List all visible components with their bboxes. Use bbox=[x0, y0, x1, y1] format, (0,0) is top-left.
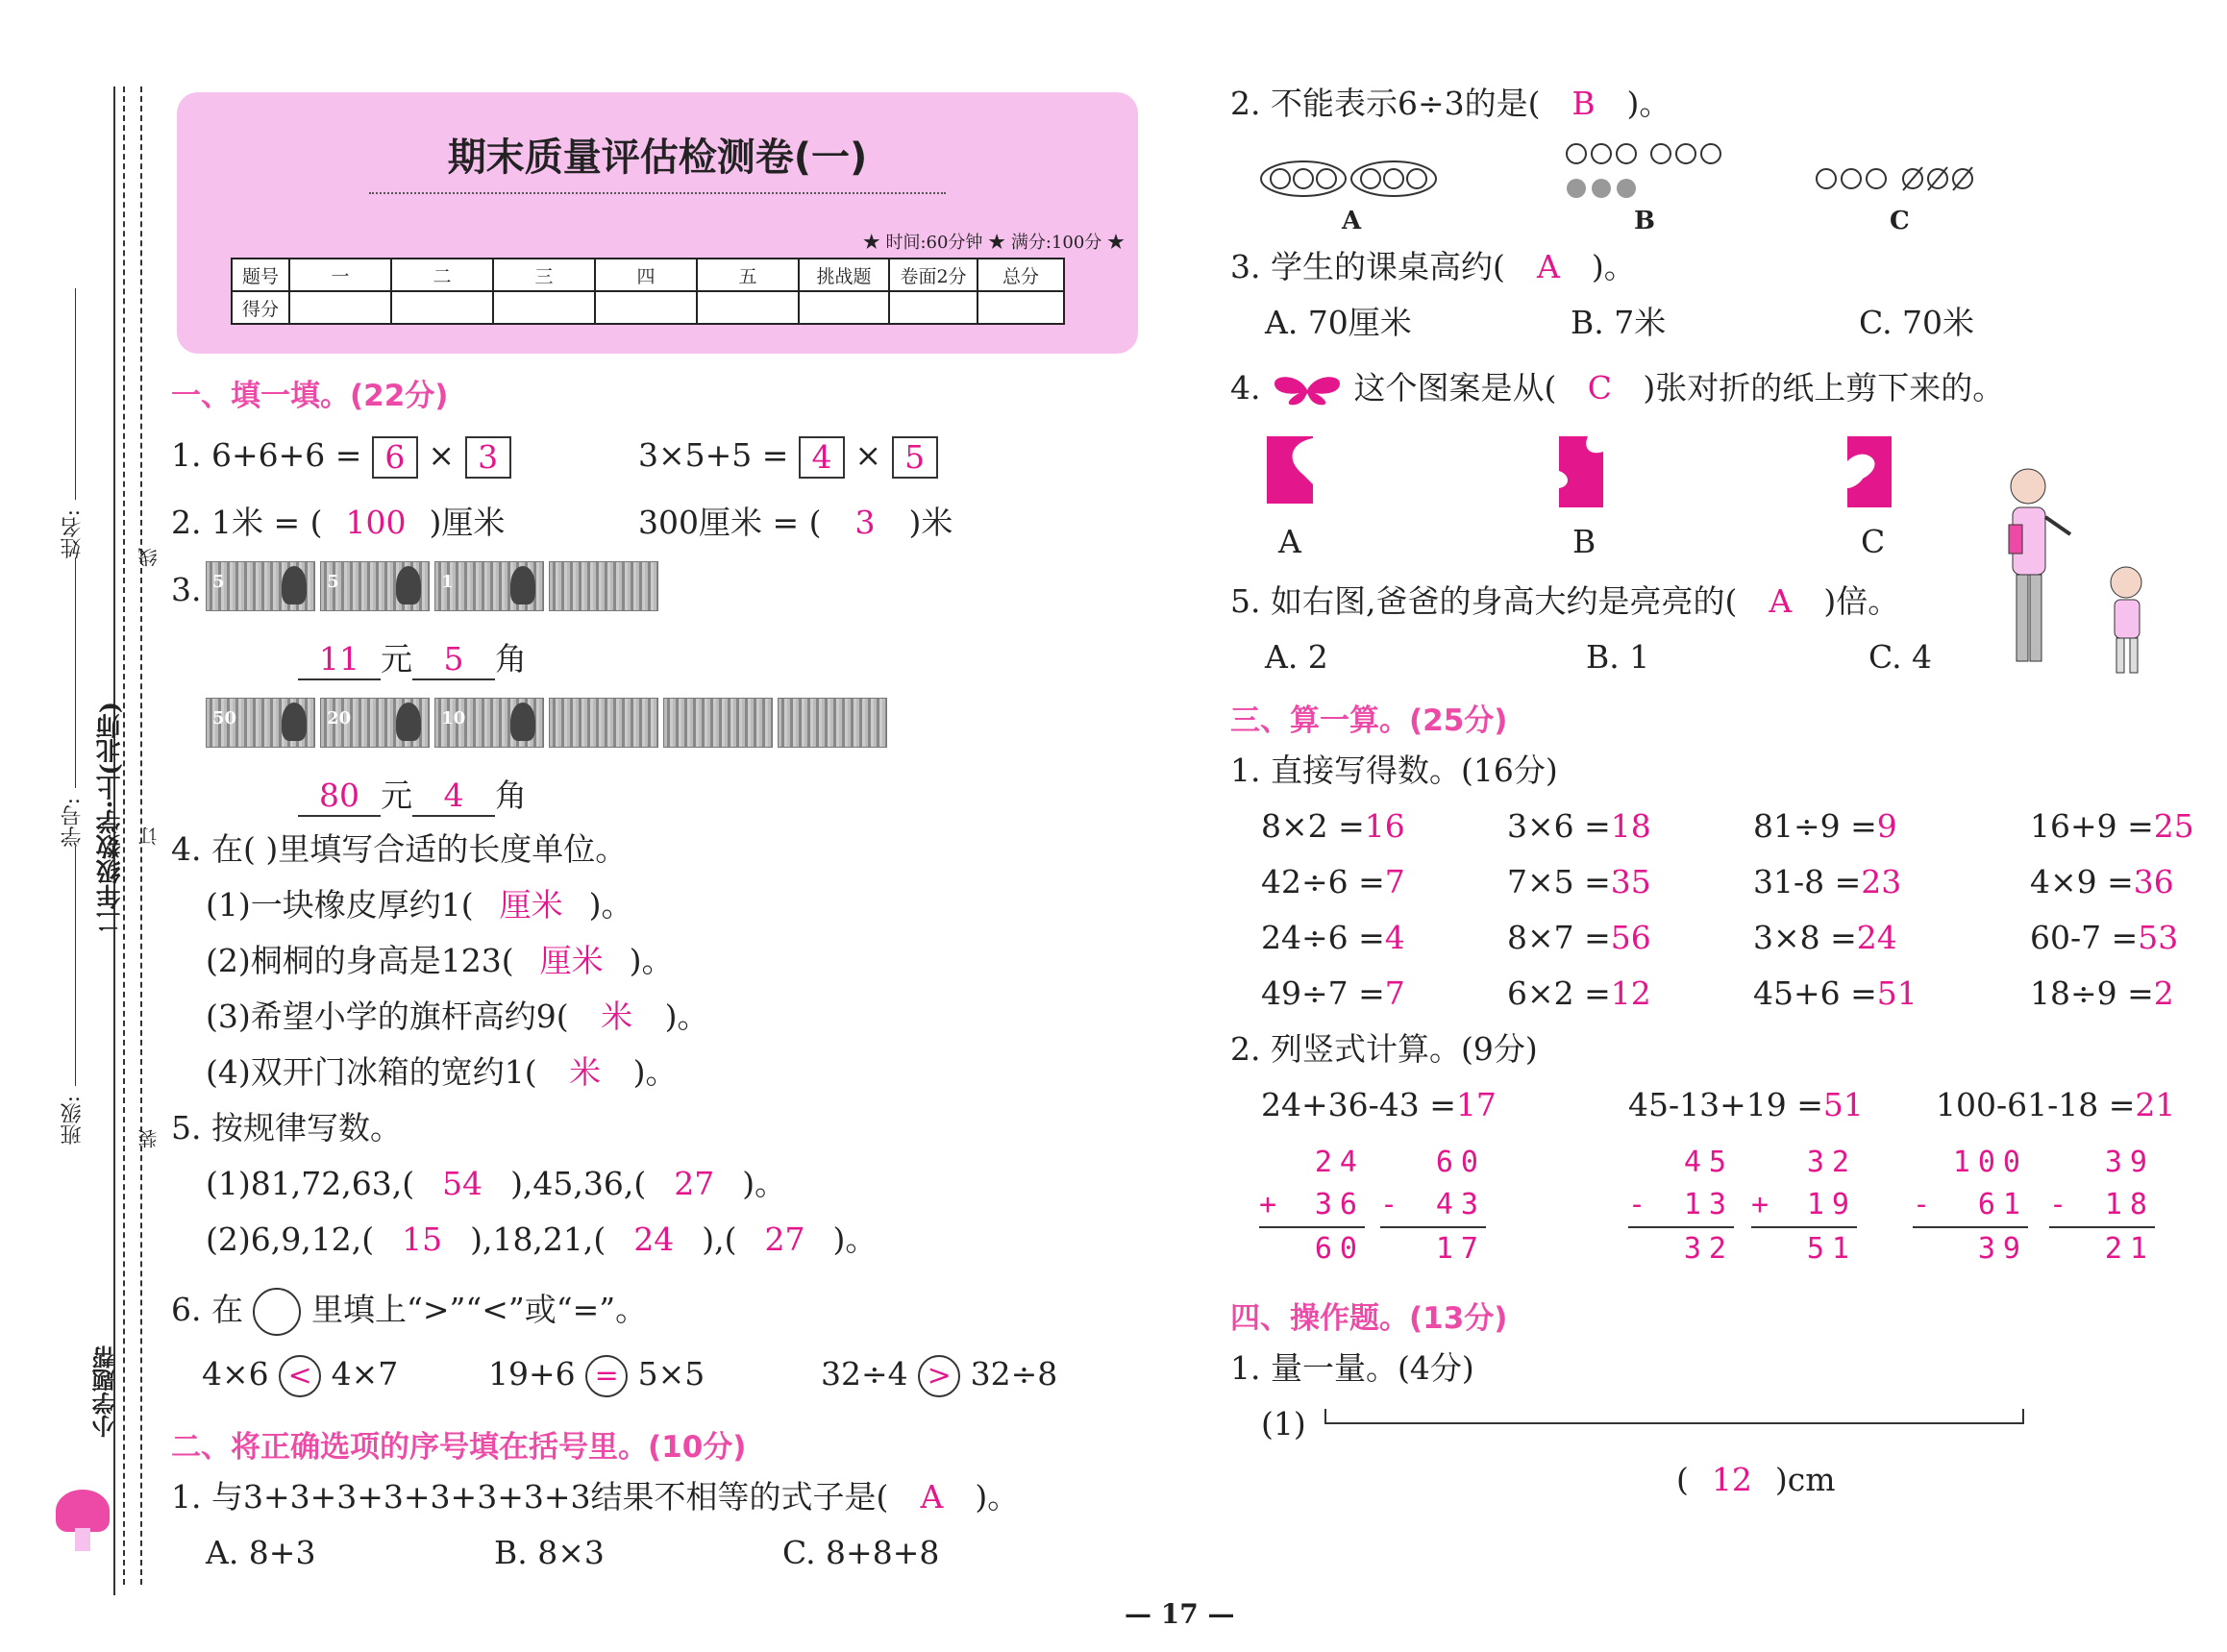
q-text: )。 bbox=[975, 1478, 1020, 1516]
circle-blank-sample bbox=[253, 1288, 301, 1336]
s2-q1-opt-b: B. 8×3 bbox=[494, 1534, 605, 1571]
times-sign: × bbox=[854, 436, 882, 474]
answer-blank[interactable]: 80 bbox=[298, 777, 381, 817]
jiao-label: 角 bbox=[495, 640, 527, 678]
s2-q2 bbox=[1230, 85, 1670, 123]
score-cell: 挑战题 bbox=[799, 259, 889, 291]
score-input-cell[interactable] bbox=[889, 291, 977, 324]
margin-label-name: 姓名: bbox=[61, 509, 85, 559]
seq-text: ),45,36,( bbox=[510, 1165, 647, 1202]
score-input-cell[interactable] bbox=[289, 291, 391, 324]
banknote bbox=[778, 698, 887, 748]
margin-label-id: 学号: bbox=[61, 798, 85, 848]
s1-q1-right bbox=[638, 436, 938, 479]
compare-circle[interactable]: > bbox=[918, 1355, 960, 1397]
s1-q2-r1: 300厘米 = ( bbox=[638, 504, 822, 541]
answer-box[interactable]: 3 bbox=[465, 436, 511, 479]
item-text: )。 bbox=[629, 942, 674, 979]
s2-q3-opt-c: C. 70米 bbox=[1859, 304, 1975, 341]
score-cell: 五 bbox=[697, 259, 799, 291]
answer-blank[interactable]: A bbox=[1536, 248, 1560, 285]
q-text: 5. 如右图,爸爸的身高大约是亮亮的( bbox=[1230, 582, 1738, 620]
oral-row bbox=[1261, 919, 2193, 974]
s1-q2-r2: )米 bbox=[908, 504, 953, 541]
answer-blank[interactable]: 厘米 bbox=[539, 942, 604, 979]
answer-blank[interactable]: 11 bbox=[298, 640, 381, 680]
vertical-calc: 60 - 43 17 bbox=[1380, 1142, 1486, 1270]
banknote: 10 bbox=[434, 698, 544, 748]
s1-q5-title: 5. 按规律写数。 bbox=[171, 1109, 402, 1147]
answer-blank[interactable]: 54 bbox=[442, 1165, 483, 1202]
answer-blank[interactable]: 100 bbox=[345, 504, 407, 541]
oral-item: 3×6 =18 bbox=[1507, 807, 1651, 845]
banknote: 50 bbox=[206, 698, 315, 748]
seq-text: (1)81,72,63,( bbox=[206, 1165, 415, 1202]
compare-circle[interactable]: < bbox=[279, 1355, 321, 1397]
score-cell: 一 bbox=[289, 259, 391, 291]
vertical-calc: 24 + 36 60 bbox=[1259, 1142, 1365, 1270]
score-table bbox=[231, 258, 1065, 325]
q6-text: 里填上“>”“<”或“=”。 bbox=[310, 1291, 648, 1328]
banknote bbox=[549, 698, 658, 748]
cut-label-b: B bbox=[1572, 523, 1596, 560]
score-cell: 总分 bbox=[977, 259, 1064, 291]
s4-q1-title: 1. 量一量。(4分) bbox=[1230, 1349, 1474, 1387]
answer-blank[interactable]: A bbox=[1769, 582, 1793, 620]
compare-left: 19+6 bbox=[488, 1355, 576, 1393]
s1-q1-right-expr: 3×5+5 = bbox=[638, 436, 789, 474]
s1-q4-item-4 bbox=[206, 1053, 678, 1092]
oral-item: 81÷9 =9 bbox=[1753, 807, 1897, 845]
answer-blank[interactable]: 4 bbox=[412, 777, 495, 817]
cut-label-a: A bbox=[1278, 523, 1301, 560]
answer-blank[interactable]: 厘米 bbox=[499, 886, 563, 924]
banknote: 20 bbox=[320, 698, 430, 748]
money-row-1 bbox=[206, 561, 658, 611]
score-cell: 四 bbox=[595, 259, 697, 291]
oral-item: 60-7 =53 bbox=[2030, 919, 2179, 956]
compare-right: 4×7 bbox=[331, 1355, 399, 1393]
measure-line bbox=[1324, 1409, 2024, 1424]
vertical-expr-2: 45-13+19 =51 bbox=[1628, 1086, 1864, 1123]
compare-left: 32÷4 bbox=[821, 1355, 908, 1393]
q-text: 3. 学生的课桌高约( bbox=[1230, 248, 1505, 285]
s2-q3-opt-b: B. 7米 bbox=[1571, 304, 1667, 341]
compare-circle[interactable]: = bbox=[585, 1355, 628, 1397]
oral-item: 4×9 =36 bbox=[2030, 863, 2174, 900]
oral-item: 18÷9 =2 bbox=[2030, 974, 2174, 1012]
oral-item: 6×2 =12 bbox=[1507, 974, 1651, 1012]
s2-q3-opt-a: A. 70厘米 bbox=[1265, 304, 1412, 341]
fig-label-a: A bbox=[1342, 207, 1362, 235]
vertical-calc: 32 + 19 51 bbox=[1751, 1142, 1857, 1270]
vertical-calc: 39 - 18 21 bbox=[2049, 1142, 2155, 1270]
answer-blank[interactable]: 12 bbox=[1711, 1461, 1752, 1498]
s3-q1-title: 1. 直接写得数。(16分) bbox=[1230, 752, 1558, 789]
mushroom-logo bbox=[56, 1490, 110, 1532]
score-input-cell[interactable] bbox=[493, 291, 595, 324]
vertical-expr-1: 24+36-43 =17 bbox=[1261, 1086, 1497, 1123]
score-input-cell[interactable] bbox=[595, 291, 697, 324]
oral-item: 8×2 =16 bbox=[1261, 807, 1405, 845]
score-input-cell[interactable] bbox=[391, 291, 493, 324]
q-text: 4. bbox=[1230, 369, 1261, 407]
s1-q5-line-1 bbox=[206, 1165, 786, 1203]
q-text: )。 bbox=[1626, 85, 1671, 122]
item-text: (2)桐桐的身高是123( bbox=[206, 942, 514, 979]
compare-right: 32÷8 bbox=[970, 1355, 1058, 1393]
vertical-expr-3: 100-61-18 =21 bbox=[1936, 1086, 2176, 1123]
score-cell: 题号 bbox=[232, 259, 289, 291]
measure-item-label: (1) bbox=[1261, 1405, 1306, 1442]
score-cell: 卷面2分 bbox=[889, 259, 977, 291]
item-text: (4)双开门冰箱的宽约1( bbox=[206, 1053, 537, 1091]
s1-q2 bbox=[171, 504, 505, 542]
s2-q1-opt-c: C. 8+8+8 bbox=[782, 1534, 940, 1571]
oral-item: 16+9 =25 bbox=[2030, 807, 2194, 845]
title-panel bbox=[177, 92, 1138, 354]
s1-q2-right bbox=[638, 504, 953, 542]
answer-blank[interactable]: B bbox=[1571, 85, 1596, 122]
q-text: 这个图案是从( bbox=[1353, 369, 1557, 407]
answer-blank[interactable]: 3 bbox=[854, 504, 876, 541]
s1-q1-left-expr: 1. 6+6+6 = bbox=[171, 436, 362, 474]
money-answer-2 bbox=[298, 777, 527, 817]
item-text: (1)一块橡皮厚约1( bbox=[206, 886, 474, 924]
s2-q1-opt-a: A. 8+3 bbox=[206, 1534, 316, 1571]
score-cell: 三 bbox=[493, 259, 595, 291]
s1-q4-item-1 bbox=[206, 886, 633, 925]
answer-blank[interactable]: C bbox=[1587, 369, 1612, 407]
fig-label-c: C bbox=[1890, 207, 1910, 235]
margin-label-class: 班级: bbox=[61, 1096, 85, 1146]
item-text: )。 bbox=[588, 886, 633, 924]
times-sign: × bbox=[428, 436, 456, 474]
oral-calc-grid bbox=[1261, 807, 2193, 1030]
s3-q2-title: 2. 列竖式计算。(9分) bbox=[1230, 1030, 1538, 1068]
q-text: )。 bbox=[1591, 248, 1636, 285]
banknote: 1 bbox=[434, 561, 544, 611]
q-text: 1. 与3+3+3+3+3+3+3+3结果不相等的式子是( bbox=[171, 1478, 889, 1516]
banknote bbox=[549, 561, 658, 611]
answer-blank[interactable]: 27 bbox=[674, 1165, 715, 1202]
s2-q1 bbox=[171, 1478, 1019, 1516]
compare-right: 5×5 bbox=[637, 1355, 705, 1393]
exam-meta: ★ 时间:60分钟 ★ 满分:100分 ★ bbox=[862, 233, 1125, 253]
seq-text: ),18,21,( bbox=[470, 1221, 606, 1258]
oral-item: 31-8 =23 bbox=[1753, 863, 1902, 900]
mushroom-logo-stem bbox=[75, 1528, 90, 1551]
margin-grade: 二年级数学·上(北师) bbox=[96, 702, 125, 934]
answer-blank[interactable]: 24 bbox=[633, 1221, 675, 1258]
section-1-title: 一、填一填。(22分) bbox=[171, 379, 449, 413]
answer-blank[interactable]: 15 bbox=[402, 1221, 443, 1258]
page-number: — 17 — bbox=[1125, 1598, 1235, 1630]
answer-box[interactable]: 6 bbox=[372, 436, 418, 479]
fold-cut-figures bbox=[1265, 434, 1957, 521]
answer-box[interactable]: 5 bbox=[892, 436, 938, 479]
section-3-title: 三、算一算。(25分) bbox=[1230, 703, 1508, 738]
oral-item: 7×5 =35 bbox=[1507, 863, 1651, 900]
margin-id-line bbox=[75, 557, 76, 788]
seq-text: (2)6,9,12,( bbox=[206, 1221, 375, 1258]
answer-blank[interactable]: 27 bbox=[764, 1221, 805, 1258]
s1-q5-line-2 bbox=[206, 1221, 877, 1259]
banknote bbox=[663, 698, 773, 748]
score-table-header-row bbox=[232, 259, 1064, 291]
money-answer-1 bbox=[298, 640, 527, 680]
oral-row bbox=[1261, 974, 2193, 1030]
butterfly-icon bbox=[1271, 374, 1344, 407]
q-text: )张对折的纸上剪下来的。 bbox=[1643, 369, 2005, 407]
answer-blank[interactable]: A bbox=[920, 1478, 944, 1516]
compare-left: 4×6 bbox=[202, 1355, 269, 1393]
answer-box[interactable]: 4 bbox=[799, 436, 845, 479]
compare-2 bbox=[488, 1355, 705, 1397]
father-son-illustration bbox=[1990, 457, 2163, 688]
section-4-title: 四、操作题。(13分) bbox=[1230, 1301, 1508, 1336]
compare-3 bbox=[821, 1355, 1057, 1397]
measure-answer: ( 12 )cm bbox=[1676, 1461, 1836, 1498]
oral-item: 3×8 =24 bbox=[1753, 919, 1897, 956]
q6-text: 6. 在 bbox=[171, 1291, 243, 1328]
yuan-label: 元 bbox=[381, 640, 412, 678]
s1-q2-l2: )厘米 bbox=[429, 504, 506, 541]
s2-q5 bbox=[1230, 582, 1899, 621]
banknote: 5 bbox=[320, 561, 430, 611]
q-text: 2. 不能表示6÷3的是( bbox=[1230, 85, 1541, 122]
s1-q1 bbox=[171, 436, 511, 479]
score-table-score-row bbox=[232, 291, 1064, 324]
score-cell: 二 bbox=[391, 259, 493, 291]
s1-q4-item-2 bbox=[206, 942, 673, 980]
fig-label-b: B bbox=[1634, 207, 1655, 235]
jiao-label: 角 bbox=[495, 777, 527, 814]
section-2-title: 二、将正确选项的序号填在括号里。(10分) bbox=[171, 1430, 747, 1465]
page-title: 期末质量评估检测卷(一) bbox=[447, 136, 868, 180]
oral-item: 49÷7 =7 bbox=[1261, 974, 1405, 1012]
s2-q5-opt-c: C. 4 bbox=[1868, 638, 1933, 676]
title-divider bbox=[369, 192, 946, 194]
s2-q5-opt-a: A. 2 bbox=[1265, 638, 1328, 676]
yuan-label: 元 bbox=[381, 777, 412, 814]
margin-brand: 小学题帮 bbox=[91, 1345, 119, 1438]
item-text: )。 bbox=[664, 998, 709, 1035]
oral-item: 45+6 =51 bbox=[1753, 974, 1918, 1012]
s1-q4-item-3 bbox=[206, 998, 709, 1036]
oral-row bbox=[1261, 807, 2193, 863]
score-input-cell[interactable] bbox=[977, 291, 1064, 324]
item-text: (3)希望小学的旗杆高约9( bbox=[206, 998, 569, 1035]
seq-text: ),( bbox=[702, 1221, 737, 1258]
oral-item: 42÷6 =7 bbox=[1261, 863, 1405, 900]
answer-blank[interactable]: 米 bbox=[601, 998, 633, 1035]
vertical-calc: 100 - 61 39 bbox=[1913, 1142, 2028, 1270]
score-cell: 得分 bbox=[232, 291, 289, 324]
oral-item: 24÷6 =4 bbox=[1261, 919, 1405, 956]
oral-item: 8×7 =56 bbox=[1507, 919, 1651, 956]
margin-cut-ding: 订 bbox=[137, 826, 161, 846]
s1-q2-l1: 2. 1米 = ( bbox=[171, 504, 323, 541]
money-row-2 bbox=[206, 698, 887, 748]
s2-q5-opt-b: B. 1 bbox=[1586, 638, 1650, 676]
margin-cut-line: 线 bbox=[137, 548, 161, 567]
answer-blank[interactable]: 5 bbox=[412, 640, 495, 680]
s1-q3-num: 3. bbox=[171, 571, 202, 608]
oral-row bbox=[1261, 863, 2193, 919]
margin-name-line bbox=[75, 288, 76, 500]
score-input-cell[interactable] bbox=[799, 291, 889, 324]
s1-q6-title bbox=[171, 1288, 647, 1336]
q-text: )倍。 bbox=[1823, 582, 1900, 620]
compare-1 bbox=[202, 1355, 398, 1397]
s2-q3 bbox=[1230, 248, 1636, 286]
item-text: )。 bbox=[632, 1053, 678, 1091]
vertical-calc: 45 - 13 32 bbox=[1628, 1142, 1734, 1270]
margin-class-line bbox=[75, 846, 76, 1086]
banknote: 5 bbox=[206, 561, 315, 611]
cut-label-c: C bbox=[1861, 523, 1886, 560]
score-input-cell[interactable] bbox=[697, 291, 799, 324]
seq-text: )。 bbox=[742, 1165, 787, 1202]
answer-blank[interactable]: 米 bbox=[569, 1053, 602, 1091]
margin-cut-zhuang: 装 bbox=[137, 1129, 161, 1148]
seq-text: )。 bbox=[832, 1221, 878, 1258]
s2-q4 bbox=[1230, 369, 2004, 407]
s1-q4-title: 4. 在( )里填写合适的长度单位。 bbox=[171, 830, 628, 868]
